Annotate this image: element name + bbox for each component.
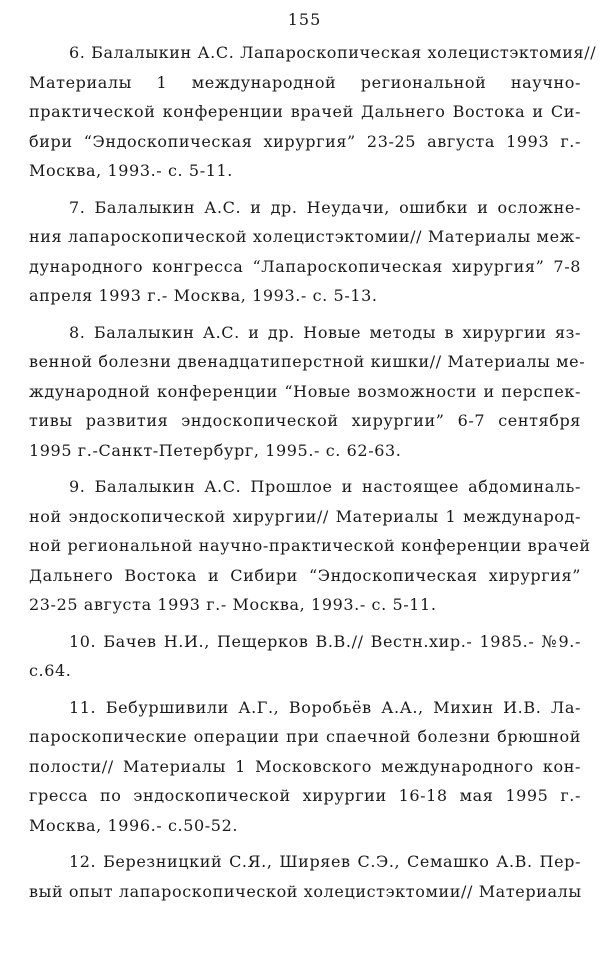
reference-line: 23-25 августа 1993 г.- Москва, 1993.- с. 5-11. [29, 595, 437, 614]
reference-line: ной эндоскопической хирургии// Материалы 1 международ- [29, 506, 581, 526]
reference-line: Москва, 1993.- с. 5-11. [29, 161, 233, 180]
reference-entry-10 [29, 627, 581, 686]
reference-line: Москва, 1996.- с.50-52. [29, 815, 239, 835]
reference-line: венной болезни двенадцатиперстной кишки// Материалы ме- [29, 352, 586, 371]
reference-line: пароскопические операции при спаечной болезни брюшной [29, 727, 581, 746]
reference-line: ния лапароскопической холецистэктомии// Материалы меж- [29, 227, 581, 246]
reference-line: Дальнего Востока и Сибири “Эндоскопическая хирургия” [29, 565, 581, 585]
reference-entry-9 [29, 472, 591, 620]
reference-entry-6 [29, 38, 597, 186]
reference-line: с.64. [29, 661, 72, 680]
reference-entry-12 [29, 847, 581, 906]
reference-line: апреля 1993 г.- Москва, 1993.- с. 5-13. [29, 286, 378, 305]
reference-line: 1995 г.-Санкт-Петербург, 1995.- с. 62-63. [29, 440, 402, 460]
reference-line: практической конференции врачей Дальнего Востока и Си- [29, 102, 581, 121]
reference-line: дународного конгресса “Лапароскопическая хирургия” 7-8 [29, 256, 581, 276]
reference-entry-8 [29, 318, 586, 466]
reference-line: 7. Балалыкин А.С. и др. Неудачи, ошибки и осложне- [69, 197, 581, 217]
reference-line: 6. Балалыкин А.С. Лапароскопическая холецистэктомия// [69, 43, 597, 62]
reference-line: вый опыт лапароскопической холецистэктомии// Материалы [29, 881, 582, 901]
page-number: 155 [287, 10, 322, 29]
reference-line: 12. Березницкий С.Я., Ширяев С.Э., Семашко А.В. Пер- [69, 852, 581, 871]
reference-line: ждународной конференции “Новые возможности и перспек- [29, 381, 581, 401]
reference-line: 9. Балалыкин А.С. Прошлое и настоящее абдоминаль- [69, 477, 581, 496]
reference-list [29, 38, 597, 913]
reference-line: 10. Бачев Н.И., Пещерков В.В.// Вестн.хир.- 1985.- №9.- [69, 631, 581, 651]
reference-line: ной региональной научно-практической конференции врачей [29, 536, 591, 555]
reference-entry-7 [29, 193, 581, 311]
reference-line: 11. Бебуршивили А.Г., Воробьёв А.А., Михин И.В. Ла- [69, 697, 581, 717]
reference-line: бири “Эндоскопическая хирургия” 23-25 августа 1993 г.- [29, 131, 581, 151]
reference-line: Материалы 1 международной региональной научно- [29, 72, 581, 92]
reference-line: полости// Материалы 1 Московского международного кон- [29, 756, 581, 776]
reference-line: гресса по эндоскопической хирургии 16-18 мая 1995 г.- [29, 786, 581, 805]
reference-line: тивы развития эндоскопической хирургии” 6-7 сентября [29, 411, 581, 430]
reference-entry-11 [29, 693, 581, 841]
reference-line: 8. Балалыкин А.С. и др. Новые методы в хирургии яз- [69, 322, 581, 342]
